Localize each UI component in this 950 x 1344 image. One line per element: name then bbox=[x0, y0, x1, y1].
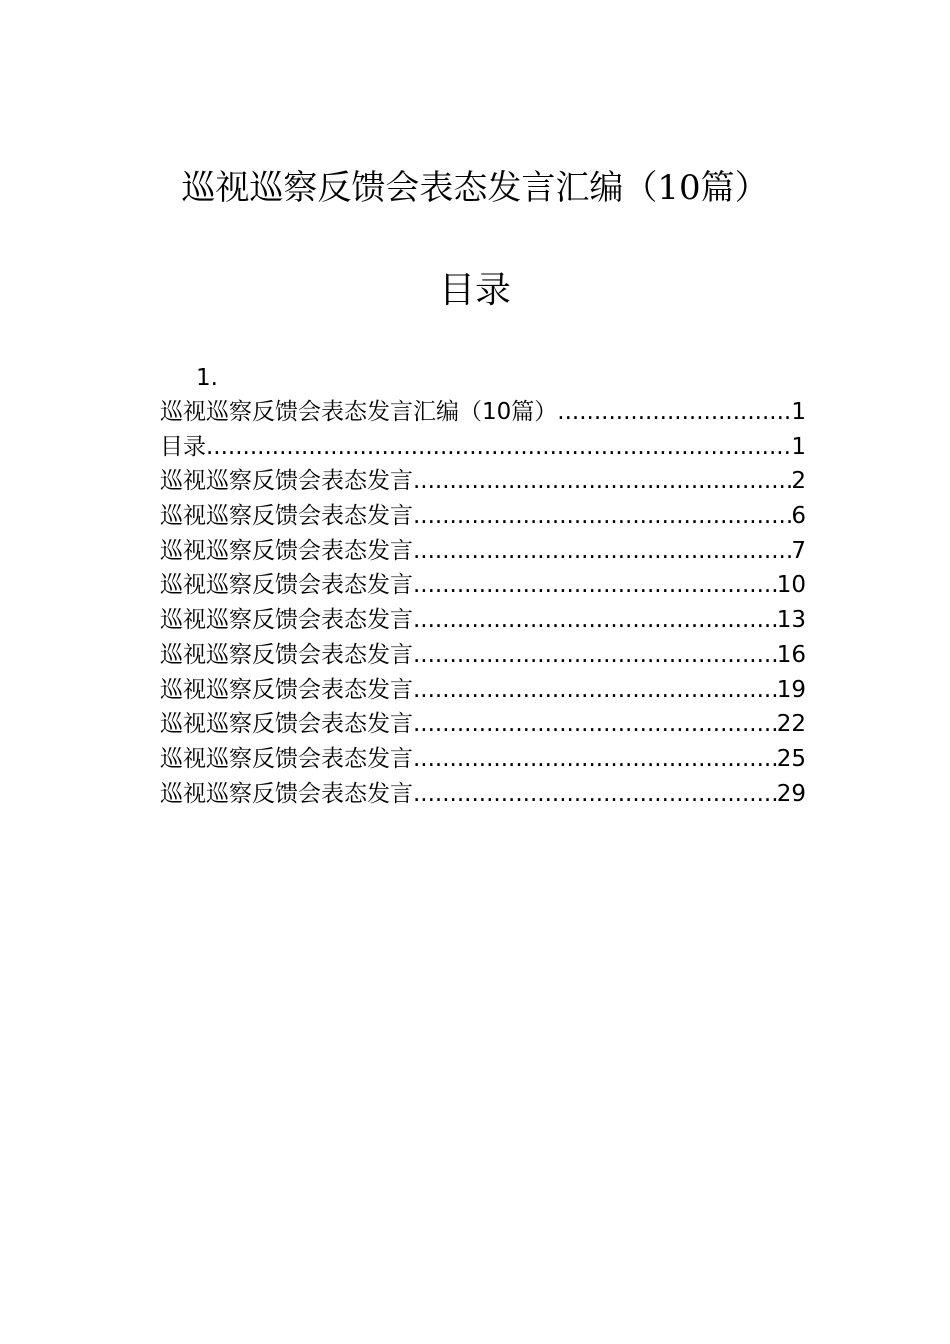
toc-entry[interactable] bbox=[160, 499, 806, 534]
toc-dot-leader bbox=[413, 707, 777, 742]
toc-dot-leader bbox=[413, 464, 791, 499]
toc-dot-leader bbox=[413, 638, 777, 673]
toc-entry-page: 10 bbox=[776, 572, 806, 599]
toc-entry[interactable] bbox=[160, 395, 806, 430]
toc-entry[interactable] bbox=[160, 534, 806, 569]
toc-entry-title: 巡视巡察反馈会表态发言 bbox=[160, 641, 413, 668]
toc-entry-page: 22 bbox=[776, 711, 806, 738]
toc-dot-leader bbox=[413, 603, 777, 638]
toc-entry[interactable] bbox=[160, 464, 806, 499]
toc-dot-leader bbox=[413, 499, 791, 534]
table-of-contents bbox=[160, 395, 806, 811]
toc-entry[interactable] bbox=[160, 742, 806, 777]
toc-entry-page: 6 bbox=[791, 503, 806, 530]
toc-dot-leader bbox=[413, 534, 791, 569]
toc-entry-page: 13 bbox=[776, 607, 806, 634]
toc-dot-leader bbox=[557, 395, 791, 430]
toc-entry-title: 巡视巡察反馈会表态发言 bbox=[160, 503, 413, 530]
toc-entry[interactable] bbox=[160, 777, 806, 812]
list-marker: 1. bbox=[196, 365, 218, 391]
toc-dot-leader bbox=[206, 430, 791, 465]
toc-entry[interactable] bbox=[160, 430, 806, 465]
toc-entry-title: 巡视巡察反馈会表态发言 bbox=[160, 676, 413, 703]
toc-dot-leader bbox=[413, 568, 777, 603]
toc-entry-title: 巡视巡察反馈会表态发言 bbox=[160, 572, 413, 599]
toc-entry-page: 1 bbox=[791, 433, 806, 460]
toc-entry[interactable] bbox=[160, 707, 806, 742]
toc-heading: 目录 bbox=[438, 270, 511, 311]
toc-entry-title: 巡视巡察反馈会表态发言 bbox=[160, 468, 413, 495]
toc-entry-page: 25 bbox=[776, 745, 806, 772]
toc-entry[interactable] bbox=[160, 673, 806, 708]
toc-entry-page: 7 bbox=[791, 537, 806, 564]
toc-entry-page: 1 bbox=[791, 399, 806, 425]
toc-entry-page: 29 bbox=[776, 780, 806, 807]
toc-dot-leader bbox=[413, 777, 777, 812]
toc-entry[interactable] bbox=[160, 568, 806, 603]
toc-entry-title: 巡视巡察反馈会表态发言汇编（10篇） bbox=[160, 399, 558, 425]
toc-entry-page: 2 bbox=[791, 468, 806, 495]
toc-entry-title: 巡视巡察反馈会表态发言 bbox=[160, 537, 413, 564]
toc-entry-page: 19 bbox=[776, 676, 806, 703]
toc-dot-leader bbox=[413, 673, 777, 708]
toc-dot-leader bbox=[413, 742, 777, 777]
toc-entry[interactable] bbox=[160, 638, 806, 673]
toc-entry-title: 巡视巡察反馈会表态发言 bbox=[160, 607, 413, 634]
toc-entry-title: 目录 bbox=[160, 433, 206, 460]
document-title: 巡视巡察反馈会表态发言汇编（10篇） bbox=[181, 168, 769, 208]
toc-entry-page: 16 bbox=[776, 641, 806, 668]
toc-entry[interactable] bbox=[160, 603, 806, 638]
toc-entry-title: 巡视巡察反馈会表态发言 bbox=[160, 711, 413, 738]
toc-entry-title: 巡视巡察反馈会表态发言 bbox=[160, 745, 413, 772]
toc-entry-title: 巡视巡察反馈会表态发言 bbox=[160, 780, 413, 807]
